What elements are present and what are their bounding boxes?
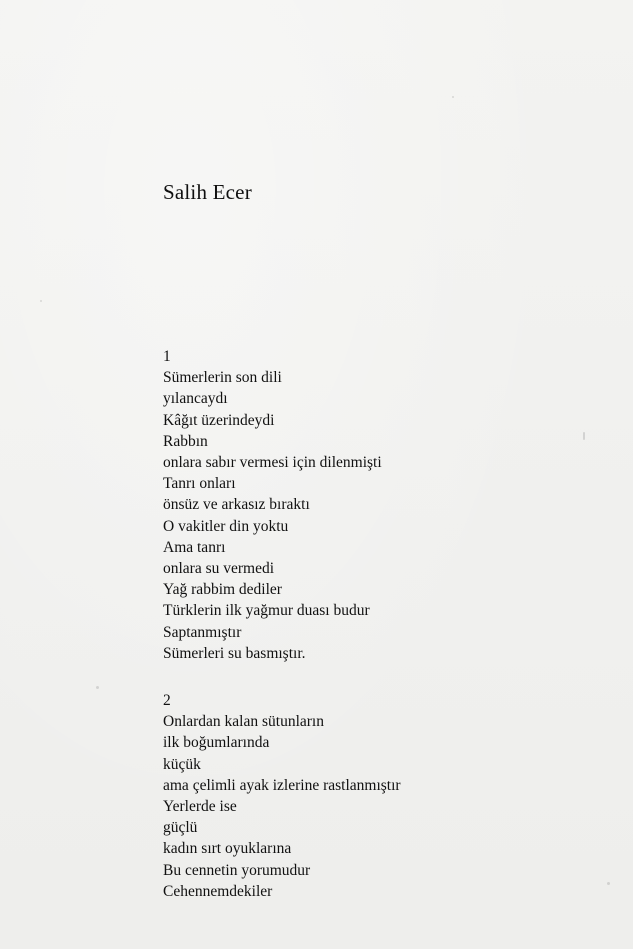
poem-line: Ama tanrı	[163, 538, 226, 556]
poem-line: Saptanmıştır	[163, 623, 242, 641]
poem-line: ilk boğumlarında	[163, 734, 270, 752]
scan-speck	[96, 686, 99, 689]
poem-line: Rabbın	[163, 432, 208, 450]
poem-line: ama çelimli ayak izlerine rastlanmıştır	[163, 776, 401, 794]
poem-line: Yerlerde ise	[163, 798, 237, 816]
poem-line: önsüz ve arkasız bıraktı	[163, 496, 310, 514]
poem-line: Kâğıt üzerindeydi	[163, 411, 275, 429]
poem-line: onlara sabır vermesi için dilenmişti	[163, 454, 382, 472]
poem-section-2	[163, 690, 401, 902]
scan-speck	[583, 432, 585, 440]
poem-line: Sümerlerin son dili	[163, 369, 282, 387]
scan-speck	[40, 300, 42, 302]
poem-line: Yağ rabbim dediler	[163, 581, 282, 599]
poem-line: yılancaydı	[163, 390, 228, 408]
poem-line: küçük	[163, 755, 201, 773]
poem-section-1	[163, 346, 382, 664]
poem-author-title: Salih Ecer	[163, 180, 252, 204]
poem-line: Cehennemdekiler	[163, 882, 273, 900]
poem-line: Tanrı onları	[163, 475, 236, 493]
poem-line: Onlardan kalan sütunların	[163, 713, 324, 731]
scan-speck	[607, 882, 610, 885]
poem-line: kadın sırt oyuklarına	[163, 840, 292, 858]
poem-line: Türklerin ilk yağmur duası budur	[163, 602, 370, 620]
poem-line: Sümerleri su basmıştır.	[163, 644, 306, 662]
poem-line: onlara su vermedi	[163, 560, 275, 578]
section-number: 2	[163, 692, 171, 709]
poem-line: Bu cennetin yorumudur	[163, 861, 311, 879]
poem-line: O vakitler din yoktu	[163, 517, 289, 535]
section-number: 1	[163, 348, 171, 365]
scan-speck	[452, 96, 454, 98]
poem-line: güçlü	[163, 819, 198, 837]
